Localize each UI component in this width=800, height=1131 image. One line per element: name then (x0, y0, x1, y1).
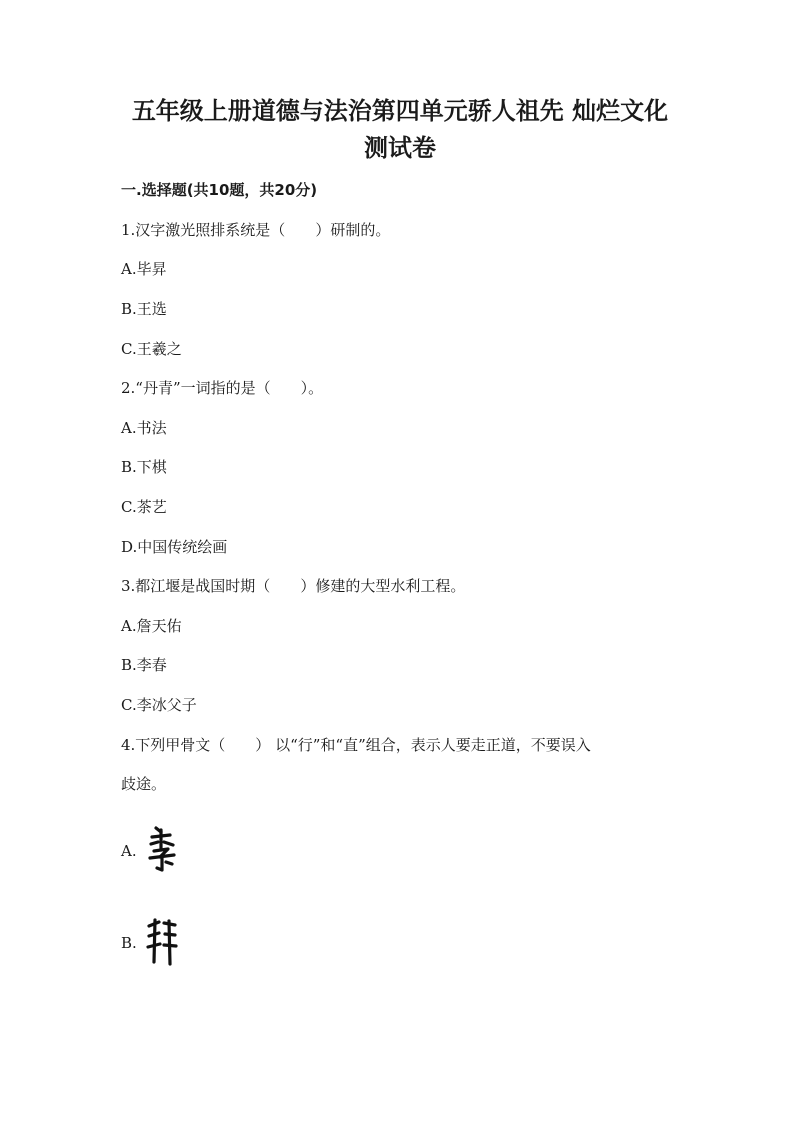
question-4-stem-line-2: 歧途。 (121, 775, 167, 793)
document-title (0, 93, 800, 167)
question-3-option-a[interactable]: A.詹天佑 (121, 617, 182, 635)
question-1-option-c[interactable]: C.王羲之 (121, 340, 182, 358)
question-2-stem: 2.“丹青”一词指的是（ ）。 (121, 379, 324, 397)
question-1-option-b[interactable]: B.王选 (121, 300, 167, 318)
title-line-1: 五年级上册道德与法治第四单元骄人祖先 灿烂文化 (131, 97, 669, 125)
question-2-option-c[interactable]: C.茶艺 (121, 498, 167, 516)
question-3-option-c[interactable]: C.李冰父子 (121, 696, 197, 714)
oracle-bone-glyph-b-image (146, 916, 178, 968)
question-2-option-b[interactable]: B.下棋 (121, 458, 167, 476)
question-1-stem: 1.汉字激光照排系统是（ ）研制的。 (121, 221, 391, 239)
question-1-option-a[interactable]: A.毕昇 (121, 260, 167, 278)
question-4-option-b-label[interactable]: B. (121, 934, 137, 952)
section-heading: 一.选择题(共10题，共20分) (121, 181, 318, 199)
question-2-option-d[interactable]: D.中国传统绘画 (121, 538, 228, 556)
oracle-bone-glyph-a-image (146, 824, 178, 876)
question-4-option-a-label[interactable]: A. (121, 842, 137, 860)
question-4-stem-line-1: 4.下列甲骨文（ ） 以“行”和“直”组合，表示人要走正道，不要误入 (121, 736, 591, 754)
question-2-option-a[interactable]: A.书法 (121, 419, 167, 437)
question-3-stem: 3.都江堰是战国时期（ ）修建的大型水利工程。 (121, 577, 466, 595)
question-3-option-b[interactable]: B.李春 (121, 656, 167, 674)
title-line-2: 测试卷 (364, 134, 436, 162)
